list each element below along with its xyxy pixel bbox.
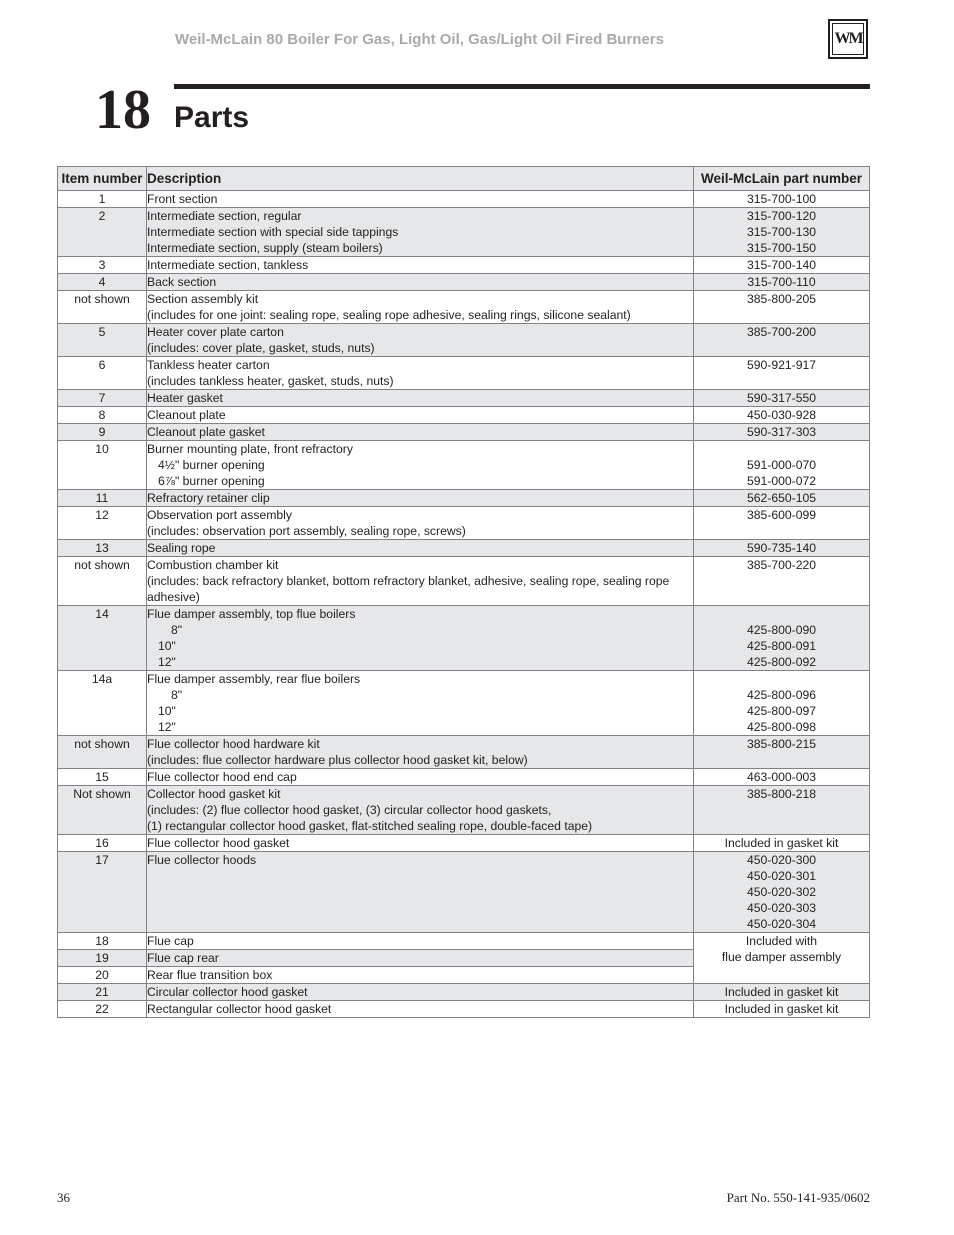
description-line: 12" — [158, 655, 176, 669]
part-number: 315-700-150 — [746, 241, 817, 255]
table-row — [58, 357, 870, 390]
description-cell — [147, 557, 694, 606]
table-row — [58, 441, 870, 490]
part-number: 591-000-070 — [746, 458, 817, 472]
part-number-note: Included with — [745, 934, 818, 948]
description-line: Heater gasket — [147, 391, 223, 405]
logo-mark: WM — [832, 23, 864, 55]
table-row — [58, 984, 870, 1001]
description-cell — [147, 407, 694, 424]
item-number-cell: 3 — [58, 257, 147, 274]
description-cell — [147, 257, 694, 274]
item-number-cell: 8 — [58, 407, 147, 424]
description-cell — [147, 441, 694, 490]
description-cell — [147, 1001, 694, 1018]
table-row — [58, 507, 870, 540]
item-number-cell: 11 — [58, 490, 147, 507]
description-line: Intermediate section with special side tappings — [147, 225, 399, 239]
part-number-cell — [694, 390, 870, 407]
weil-mclain-logo — [828, 19, 868, 59]
item-number-cell: 7 — [58, 390, 147, 407]
table-row — [58, 671, 870, 736]
item-number-cell: 14a — [58, 671, 147, 736]
table-header-row — [58, 167, 870, 191]
table-row — [58, 736, 870, 769]
description-line: Observation port assembly — [147, 508, 292, 522]
part-number: 591-000-072 — [746, 474, 817, 488]
description-line: Flue cap rear — [147, 951, 219, 965]
part-number: 385-800-215 — [746, 737, 817, 751]
part-number: 425-800-090 — [746, 623, 817, 637]
part-number: 315-700-120 — [746, 209, 817, 223]
table-row — [58, 291, 870, 324]
part-number-note: flue damper assembly — [721, 950, 842, 964]
description-cell — [147, 507, 694, 540]
section-title: Parts — [174, 101, 250, 134]
description-line: Flue collector hoods — [147, 853, 257, 867]
table-row — [58, 540, 870, 557]
item-number-cell: 22 — [58, 1001, 147, 1018]
part-number: 425-800-091 — [746, 639, 817, 653]
item-number-cell: 16 — [58, 835, 147, 852]
description-cell — [147, 950, 694, 967]
part-number: Included in gasket kit — [724, 836, 839, 850]
part-number-cell — [694, 557, 870, 606]
description-cell — [147, 390, 694, 407]
description-cell — [147, 933, 694, 950]
part-number-cell — [694, 507, 870, 540]
section-rule — [174, 84, 870, 89]
table-row — [58, 407, 870, 424]
part-number: 315-700-140 — [746, 258, 817, 272]
parts-table-body — [58, 191, 870, 1018]
column-header-item-number: Item number — [58, 167, 147, 191]
table-row — [58, 557, 870, 606]
part-number-cell — [694, 852, 870, 933]
table-row — [58, 852, 870, 933]
part-number: 425-800-097 — [746, 704, 817, 718]
part-number-cell-merged — [694, 933, 870, 984]
item-number-cell: 5 — [58, 324, 147, 357]
description-line: Flue damper assembly, rear flue boilers — [147, 672, 361, 686]
part-number-cell — [694, 208, 870, 257]
description-line: Collector hood gasket kit — [147, 787, 281, 801]
part-number-cell — [694, 736, 870, 769]
item-number-cell: 4 — [58, 274, 147, 291]
description-line: 4½" burner opening — [158, 458, 265, 472]
description-line: 8" — [171, 623, 183, 637]
part-number-cell — [694, 671, 870, 736]
part-number: 450-030-928 — [746, 408, 817, 422]
table-row — [58, 606, 870, 671]
part-number — [694, 606, 869, 622]
description-line: 10" — [158, 639, 176, 653]
part-number-cell — [694, 441, 870, 490]
description-line: (includes tankless heater, gasket, studs, nuts) — [147, 374, 394, 388]
part-number: Included in gasket kit — [724, 1002, 839, 1016]
description-line: (1) rectangular collector hood gasket, flat-stitched sealing rope, double-faced tape) — [147, 819, 593, 833]
table-row — [58, 191, 870, 208]
table-row — [58, 257, 870, 274]
description-cell — [147, 191, 694, 208]
item-number-cell: not shown — [58, 291, 147, 324]
item-number-cell: 21 — [58, 984, 147, 1001]
part-number-cell — [694, 407, 870, 424]
part-number-cell — [694, 291, 870, 324]
description-line: Section assembly kit — [147, 292, 259, 306]
description-line: (includes: back refractory blanket, bottom refractory blanket, adhesive, sealing rope, sealing rope adhesive) — [147, 574, 670, 604]
description-line: Cleanout plate gasket — [147, 425, 265, 439]
description-line: Intermediate section, tankless — [147, 258, 309, 272]
description-cell — [147, 540, 694, 557]
table-row — [58, 490, 870, 507]
parts-table — [57, 166, 870, 1018]
part-number — [694, 441, 869, 457]
part-number-cell — [694, 324, 870, 357]
description-line: Back section — [147, 275, 217, 289]
item-number-cell: not shown — [58, 557, 147, 606]
description-cell — [147, 208, 694, 257]
part-number: 562-650-105 — [746, 491, 817, 505]
description-line: Flue damper assembly, top flue boilers — [147, 607, 356, 621]
description-cell — [147, 324, 694, 357]
description-line: (includes: observation port assembly, sealing rope, screws) — [147, 524, 466, 538]
part-number-cell — [694, 984, 870, 1001]
part-number: 425-800-098 — [746, 720, 817, 734]
description-line: Flue collector hood gasket — [147, 836, 290, 850]
table-row — [58, 786, 870, 835]
page-number: 36 — [57, 1190, 70, 1205]
item-number-cell: not shown — [58, 736, 147, 769]
part-number: 315-700-130 — [746, 225, 817, 239]
part-number: 590-317-550 — [746, 391, 817, 405]
description-line: (includes for one joint: sealing rope, sealing rope adhesive, sealing rings, silicone sealant) — [147, 308, 631, 322]
description-line: 6⅞" burner opening — [158, 474, 265, 488]
description-line: Rectangular collector hood gasket — [147, 1002, 332, 1016]
part-number: 590-735-140 — [746, 541, 817, 555]
description-cell — [147, 967, 694, 984]
part-number-cell — [694, 424, 870, 441]
part-number: 590-317-303 — [746, 425, 817, 439]
description-line: (includes: (2) flue collector hood gasket, (3) circular collector hood gaskets, — [147, 803, 552, 817]
description-line: Flue cap — [147, 934, 194, 948]
table-row — [58, 324, 870, 357]
description-line: Cleanout plate — [147, 408, 226, 422]
column-header-description: Description — [147, 167, 694, 191]
part-number-cell — [694, 835, 870, 852]
description-line: Sealing rope — [147, 541, 216, 555]
item-number-cell: 1 — [58, 191, 147, 208]
table-row — [58, 390, 870, 407]
part-number: 450-020-304 — [746, 917, 817, 931]
table-row — [58, 208, 870, 257]
part-number: Included in gasket kit — [724, 985, 839, 999]
part-number: 425-800-092 — [746, 655, 817, 669]
description-cell — [147, 606, 694, 671]
part-number: 450-020-303 — [746, 901, 817, 915]
description-line: Burner mounting plate, front refractory — [147, 442, 353, 456]
description-line: Front section — [147, 192, 218, 206]
description-line: Combustion chamber kit — [147, 558, 279, 572]
part-number: 385-600-099 — [746, 508, 817, 522]
item-number-cell: 12 — [58, 507, 147, 540]
part-number-cell — [694, 540, 870, 557]
description-line: Flue collector hood hardware kit — [147, 737, 320, 751]
section-number: 18 — [95, 79, 151, 141]
description-line: Circular collector hood gasket — [147, 985, 308, 999]
part-number: 450-020-302 — [746, 885, 817, 899]
description-cell — [147, 852, 694, 933]
item-number-cell: 10 — [58, 441, 147, 490]
part-number-cell — [694, 1001, 870, 1018]
description-line: Flue collector hood end cap — [147, 770, 297, 784]
description-cell — [147, 835, 694, 852]
part-number: 315-700-100 — [746, 192, 817, 206]
description-line: (includes: flue collector hardware plus collector hood gasket kit, below) — [147, 753, 528, 767]
item-number-cell: 20 — [58, 967, 147, 984]
table-row — [58, 1001, 870, 1018]
part-number: 425-800-096 — [746, 688, 817, 702]
description-cell — [147, 274, 694, 291]
part-number-cell — [694, 357, 870, 390]
description-cell — [147, 786, 694, 835]
part-number — [694, 671, 869, 687]
part-number-cell — [694, 191, 870, 208]
description-line: Intermediate section, regular — [147, 209, 302, 223]
part-number: 385-800-218 — [746, 787, 817, 801]
description-cell — [147, 736, 694, 769]
part-number-cell — [694, 769, 870, 786]
description-line: Rear flue transition box — [147, 968, 273, 982]
part-number: 315-700-110 — [747, 275, 816, 289]
part-number-cell — [694, 786, 870, 835]
description-line: Tankless heater carton — [147, 358, 270, 372]
description-line: Intermediate section, supply (steam boilers) — [147, 241, 383, 255]
description-cell — [147, 984, 694, 1001]
table-row — [58, 835, 870, 852]
description-cell — [147, 490, 694, 507]
item-number-cell: 17 — [58, 852, 147, 933]
table-row — [58, 933, 870, 950]
item-number-cell: 15 — [58, 769, 147, 786]
description-line: 10" — [158, 704, 176, 718]
item-number-cell: 18 — [58, 933, 147, 950]
item-number-cell: 6 — [58, 357, 147, 390]
part-number: 450-020-301 — [746, 869, 817, 883]
description-cell — [147, 291, 694, 324]
item-number-cell: 2 — [58, 208, 147, 257]
description-cell — [147, 769, 694, 786]
description-cell — [147, 671, 694, 736]
item-number-cell: 13 — [58, 540, 147, 557]
header-title: Weil-McLain 80 Boiler For Gas, Light Oil, Gas/Light Oil Fired Burners — [175, 31, 664, 48]
item-number-cell: Not shown — [58, 786, 147, 835]
part-number-cell — [694, 606, 870, 671]
part-number: 385-700-200 — [746, 325, 817, 339]
table-row — [58, 274, 870, 291]
description-line: Refractory retainer clip — [147, 491, 270, 505]
description-line: 8" — [171, 688, 183, 702]
table-row — [58, 769, 870, 786]
part-number-cell — [694, 274, 870, 291]
item-number-cell: 19 — [58, 950, 147, 967]
item-number-cell: 14 — [58, 606, 147, 671]
table-row — [58, 424, 870, 441]
part-number: 385-800-205 — [746, 292, 817, 306]
item-number-cell: 9 — [58, 424, 147, 441]
part-number: 385-700-220 — [746, 558, 817, 572]
part-number-cell — [694, 490, 870, 507]
column-header-part-number: Weil-McLain part number — [694, 167, 870, 191]
description-cell — [147, 357, 694, 390]
part-number: 463-000-003 — [746, 770, 817, 784]
description-line: Heater cover plate carton — [147, 325, 284, 339]
document-part-number: Part No. 550-141-935/0602 — [726, 1190, 870, 1205]
description-line: (includes: cover plate, gasket, studs, nuts) — [147, 341, 375, 355]
description-cell — [147, 424, 694, 441]
part-number: 590-921-917 — [746, 358, 817, 372]
part-number: 450-020-300 — [746, 853, 817, 867]
description-line: 12" — [158, 720, 176, 734]
part-number-cell — [694, 257, 870, 274]
